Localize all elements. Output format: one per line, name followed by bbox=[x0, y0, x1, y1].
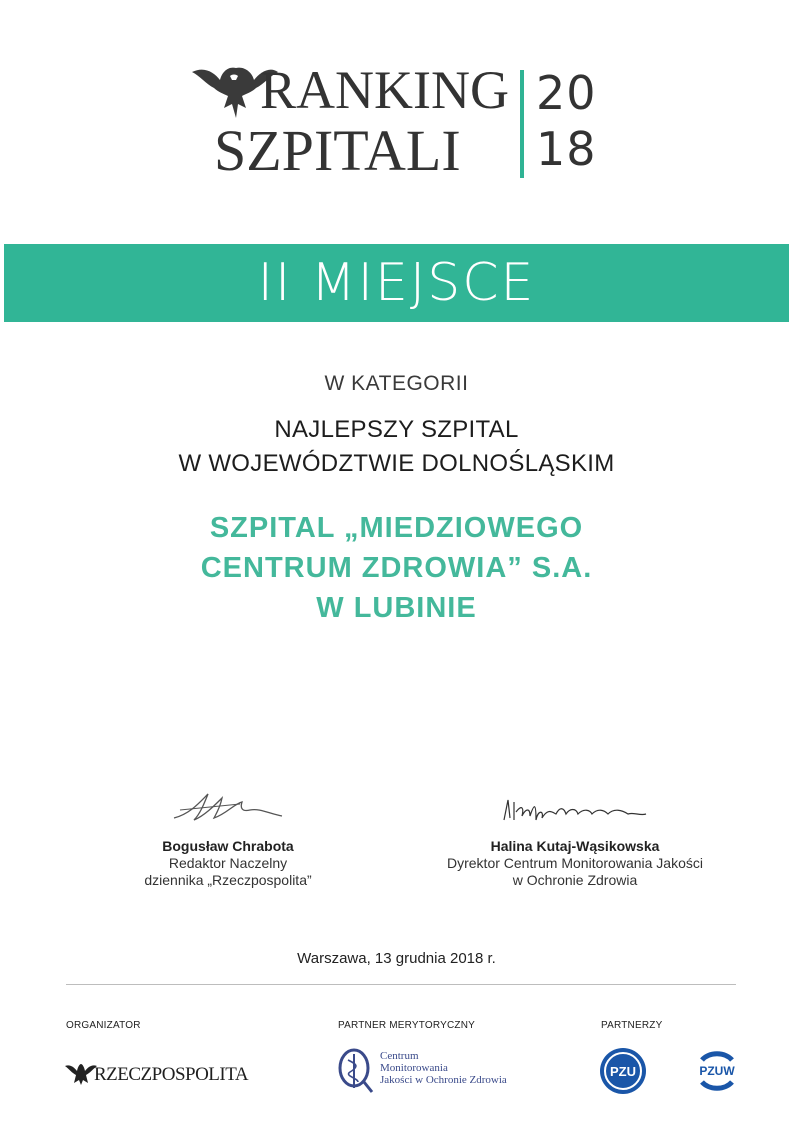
signer-right-name: Halina Kutaj-Wąsikowska bbox=[490, 838, 660, 854]
cmjwoz-line3: Jakości w Ochronie Zdrowia bbox=[380, 1074, 507, 1086]
place-date: Warszawa, 13 grudnia 2018 r. bbox=[297, 950, 496, 967]
pzuw-logo bbox=[690, 1044, 744, 1098]
winner-name-line3: W LUBINIE bbox=[316, 592, 477, 624]
logo-word-szpitali: SZPITALI bbox=[214, 118, 461, 183]
cmjwoz-line1: Centrum bbox=[380, 1050, 419, 1062]
place-title: II MIEJSCE bbox=[257, 253, 536, 313]
signer-left-role-line2: dziennika „Rzeczpospolita” bbox=[144, 872, 312, 888]
logo-divider-bar bbox=[520, 70, 524, 178]
caduceus-icon bbox=[336, 1046, 376, 1094]
category-name-line1: NAJLEPSZY SZPITAL bbox=[274, 416, 519, 443]
logo-year-top: 20 bbox=[536, 66, 597, 120]
signature-right-image bbox=[500, 794, 650, 826]
place-banner bbox=[4, 244, 789, 322]
logo-word-ranking: RANKING bbox=[260, 60, 509, 120]
signer-left bbox=[108, 838, 348, 889]
rzeczpospolita-logo bbox=[64, 1060, 249, 1090]
pzu-logo bbox=[598, 1046, 648, 1096]
winner-name-line1: SZPITAL „MIEDZIOWEGO bbox=[209, 512, 584, 544]
eagle-icon bbox=[64, 1062, 98, 1086]
pzuw-logo-text: PZUW bbox=[699, 1064, 735, 1078]
cmjwoz-logo bbox=[336, 1046, 536, 1096]
pzu-logo-text: PZU bbox=[610, 1064, 636, 1079]
signer-right bbox=[420, 838, 730, 889]
footer-divider bbox=[66, 984, 736, 985]
content-partner-label: PARTNER MERYTORYCZNY bbox=[338, 1020, 475, 1031]
winner-name-line2: CENTRUM ZDROWIA” S.A. bbox=[200, 552, 593, 584]
signer-right-role-line2: w Ochronie Zdrowia bbox=[512, 872, 638, 888]
ranking-szpitali-logo bbox=[190, 58, 610, 188]
partners-label: PARTNERZY bbox=[601, 1020, 663, 1031]
organizer-label: ORGANIZATOR bbox=[66, 1020, 141, 1031]
cmjwoz-line2: Monitorowania bbox=[380, 1062, 448, 1074]
category-name-line2: W WOJEWÓDZTWIE DOLNOŚLĄSKIM bbox=[178, 450, 615, 477]
signature-left-image bbox=[170, 788, 290, 828]
category-intro: W KATEGORII bbox=[324, 372, 469, 395]
logo-year-bottom: 18 bbox=[536, 122, 597, 176]
rzeczpospolita-logo-text: RZECZPOSPOLITA bbox=[94, 1064, 249, 1085]
signer-right-role: Dyrektor Centrum Monitorowania Jakości bbox=[447, 855, 703, 871]
signer-left-name: Bogusław Chrabota bbox=[162, 838, 294, 854]
cmjwoz-logo-text bbox=[380, 1050, 507, 1086]
signer-left-role: Redaktor Naczelny bbox=[168, 855, 288, 871]
